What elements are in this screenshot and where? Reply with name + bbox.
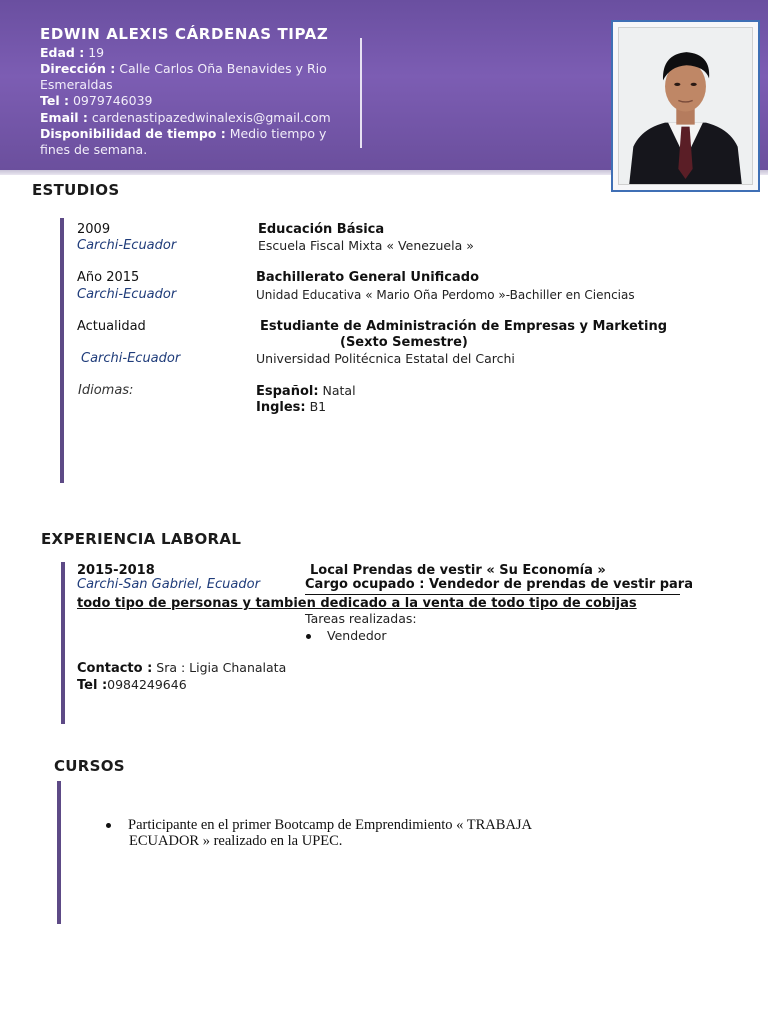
job-contact-row xyxy=(77,660,286,677)
availability-label: Disponibilidad de tiempo : xyxy=(40,126,226,141)
email-row xyxy=(40,110,350,126)
language-name: Ingles: xyxy=(256,400,306,415)
experiencia-accent-bar xyxy=(61,562,65,724)
phone-value: 0979746039 xyxy=(68,93,153,108)
study-city-2: Carchi-Ecuador xyxy=(77,287,177,302)
study-year-1: 2009 xyxy=(77,222,111,237)
availability-value: Medio tiempo y fines de semana. xyxy=(40,126,327,157)
language-level: B1 xyxy=(305,399,327,414)
email-value: cardenastipazedwinalexis@gmail.com xyxy=(87,110,331,125)
availability-row xyxy=(40,126,350,158)
job-contact-phone-label: Tel : xyxy=(77,678,108,693)
bullet-icon xyxy=(106,823,111,828)
age-row xyxy=(40,45,350,61)
study-degree-3-semester: (Sexto Semestre) xyxy=(340,335,468,350)
language-item-english xyxy=(256,399,326,416)
study-degree-2: Bachillerato General Unificado xyxy=(256,270,480,285)
study-city-1: Carchi-Ecuador xyxy=(77,238,177,253)
languages-label: Idiomas: xyxy=(78,383,134,398)
candidate-name: EDWIN ALEXIS CÁRDENAS TIPAZ xyxy=(40,25,329,43)
estudios-accent-bar xyxy=(60,218,64,483)
language-level: Natal xyxy=(318,383,356,398)
bullet-icon xyxy=(306,634,311,639)
age-value: 19 xyxy=(84,45,105,60)
course-item xyxy=(106,817,532,833)
study-institution-3: Universidad Politécnica Estatal del Carchi xyxy=(256,351,515,366)
experiencia-title: EXPERIENCIA LABORAL xyxy=(41,530,242,548)
profile-photo-frame xyxy=(611,20,760,192)
study-degree-3: Estudiante de Administración de Empresas y Marketing xyxy=(260,319,668,334)
cursos-accent-bar xyxy=(57,781,61,924)
age-label: Edad : xyxy=(40,45,85,60)
job-contact-phone-value: 0984249646 xyxy=(107,677,187,692)
study-year-2: Año 2015 xyxy=(77,270,140,285)
address-value: Calle Carlos Oña Benavides y Rio Esmeraldas xyxy=(40,61,327,92)
header-divider xyxy=(360,38,362,148)
study-city-3: Carchi-Ecuador xyxy=(81,351,181,366)
job-position-line1: Cargo ocupado : Vendedor de prendas de vestir para xyxy=(305,577,680,595)
language-name: Español: xyxy=(256,384,319,399)
job-city: Carchi-San Gabriel, Ecuador xyxy=(77,577,260,592)
email-label: Email : xyxy=(40,110,88,125)
job-task-item xyxy=(306,628,387,644)
cursos-title: CURSOS xyxy=(54,757,125,775)
estudios-title: ESTUDIOS xyxy=(32,181,120,199)
phone-label: Tel : xyxy=(40,93,69,108)
job-contact-label: Contacto : xyxy=(77,661,153,676)
job-period: 2015-2018 xyxy=(77,563,155,578)
job-contact-value: Sra : Ligia Chanalata xyxy=(152,660,287,675)
study-institution-2: Unidad Educativa « Mario Oña Perdomo »-Bachiller en Ciencias xyxy=(256,288,635,302)
course-text-line1: Participante en el primer Bootcamp de Emprendimiento « TRABAJA xyxy=(128,817,533,833)
language-item-spanish xyxy=(256,383,356,400)
job-contact-phone-row xyxy=(77,677,187,694)
phone-row xyxy=(40,93,350,109)
job-position-line2: todo tipo de personas y tambien dedicado a la venta de todo tipo de cobijas xyxy=(77,596,637,611)
address-row xyxy=(40,61,350,93)
course-text-line2: ECUADOR » realizado en la UPEC. xyxy=(129,833,343,849)
job-task-text: Vendedor xyxy=(327,628,387,643)
study-degree-1: Educación Básica xyxy=(258,222,385,237)
address-label: Dirección : xyxy=(40,61,116,76)
job-company: Local Prendas de vestir « Su Economía » xyxy=(310,563,606,578)
job-tasks-label: Tareas realizadas: xyxy=(305,611,417,626)
profile-photo xyxy=(618,27,753,185)
study-institution-1: Escuela Fiscal Mixta « Venezuela » xyxy=(258,238,474,253)
person-portrait-icon xyxy=(619,28,752,184)
study-year-3: Actualidad xyxy=(77,319,146,334)
